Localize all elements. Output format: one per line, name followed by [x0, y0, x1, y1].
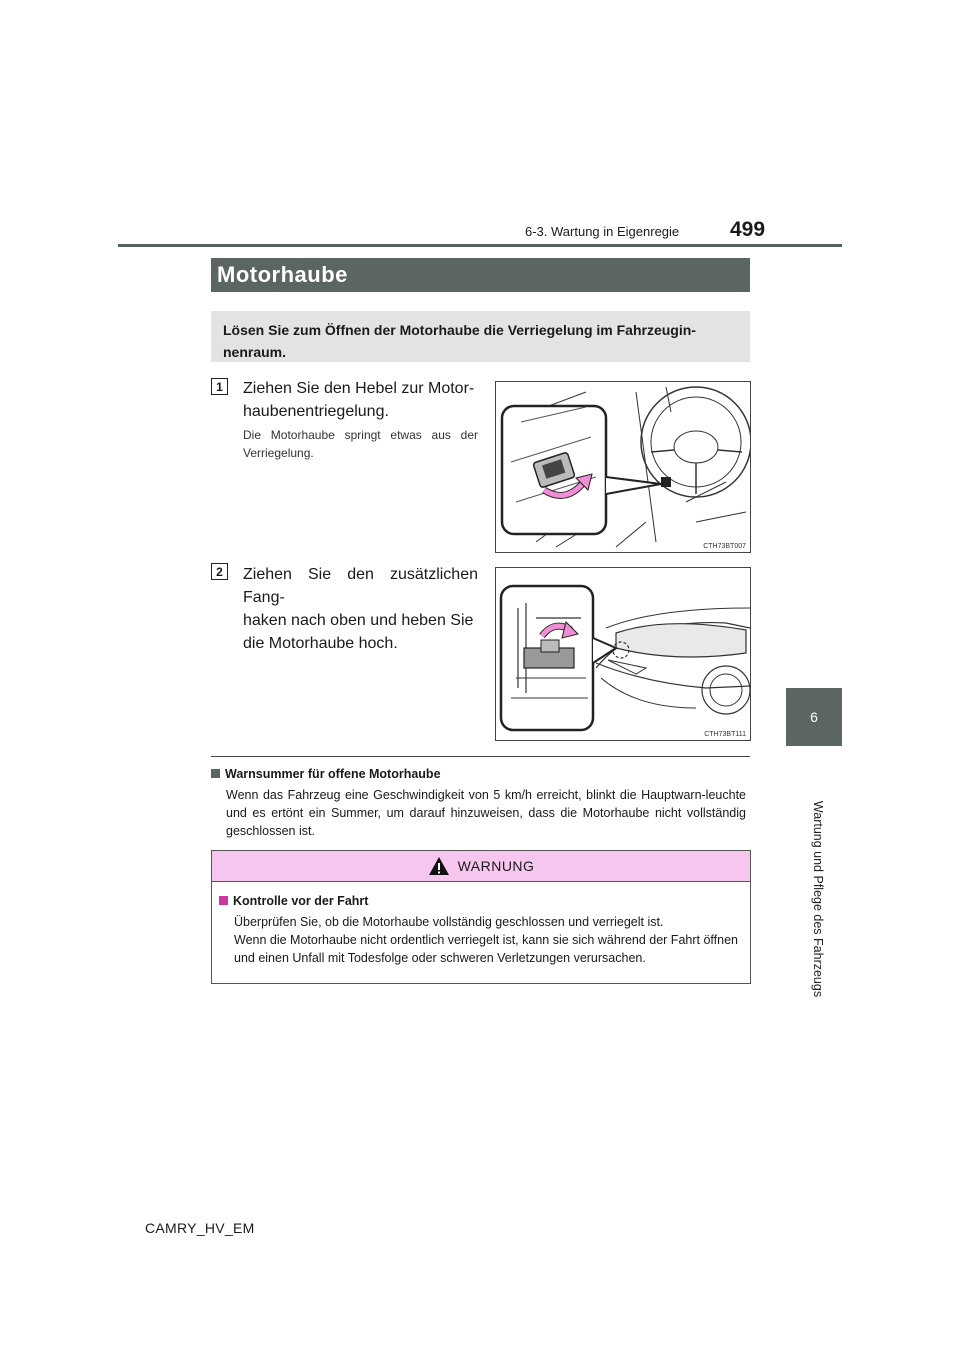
step-2-number: 2: [211, 563, 228, 580]
note-heading-text: Warnsummer für offene Motorhaube: [225, 767, 441, 781]
intro-text: Lösen Sie zum Öffnen der Motorhaube die Verriegelung im Fahrzeugin- nenraum.: [223, 322, 696, 360]
warning-subheading-text: Kontrolle vor der Fahrt: [233, 894, 369, 908]
warning-triangle-icon: [428, 856, 450, 876]
warning-subheading: [219, 894, 368, 908]
hood-release-illustration: [496, 382, 750, 552]
step-2-text: Ziehen Sie den zusätzlichen Fang- haken nach oben und heben Sie die Motorhaube hoch.: [243, 566, 478, 652]
page-title: Motorhaube: [211, 258, 750, 292]
note-body: Wenn das Fahrzeug eine Geschwindigkeit von 5 km/h erreicht, blinkt die Hauptwarn-leuchte und es ertönt ein Summer, um darauf hinzuweisen, dass die Motorhaube nicht vollständig geschlossen ist.: [226, 788, 746, 838]
chapter-number: 6: [810, 709, 818, 725]
note-heading: [211, 767, 441, 781]
warning-line-1: Überprüfen Sie, ob die Motorhaube vollständig geschlossen und verriegelt ist.: [234, 915, 664, 929]
square-bullet-icon: [211, 769, 220, 778]
warning-box: [211, 850, 751, 984]
figure-1-code: CTH73BT007: [703, 543, 746, 550]
header-divider: [118, 244, 842, 247]
warning-label: WARNUNG: [457, 858, 535, 874]
safety-catch-illustration: [496, 568, 750, 740]
chapter-title-vertical: [758, 784, 878, 1014]
step-1-text: Ziehen Sie den Hebel zur Motor- haubenentriegelung.: [243, 380, 475, 420]
step-1-number: 1: [211, 378, 228, 395]
page-number: 499: [730, 218, 766, 241]
step-1-note: Die Motorhaube springt etwas aus der Verriegelung.: [243, 428, 478, 460]
warning-header: [212, 851, 750, 882]
document-code: CAMRY_HV_EM: [145, 1220, 255, 1236]
section-label: 6-3. Wartung in Eigenregie: [525, 224, 680, 239]
figure-safety-catch: [495, 567, 751, 741]
warning-line-2: Wenn die Motorhaube nicht ordentlich verriegelt ist, kann sie sich während der Fahrt öffnen und einen Unfall mit Todesfolge oder schweren Verletzungen verursachen.: [234, 933, 738, 965]
square-bullet-icon: [219, 896, 228, 905]
section-divider: [211, 756, 750, 757]
figure-hood-release-lever: [495, 381, 751, 553]
chapter-title: Wartung und Pflege des Fahrzeugs: [811, 800, 825, 998]
intro-box: [211, 311, 750, 362]
figure-2-code: CTH73BT111: [704, 731, 746, 738]
warning-text: [234, 913, 744, 967]
chapter-tab: [786, 688, 842, 746]
